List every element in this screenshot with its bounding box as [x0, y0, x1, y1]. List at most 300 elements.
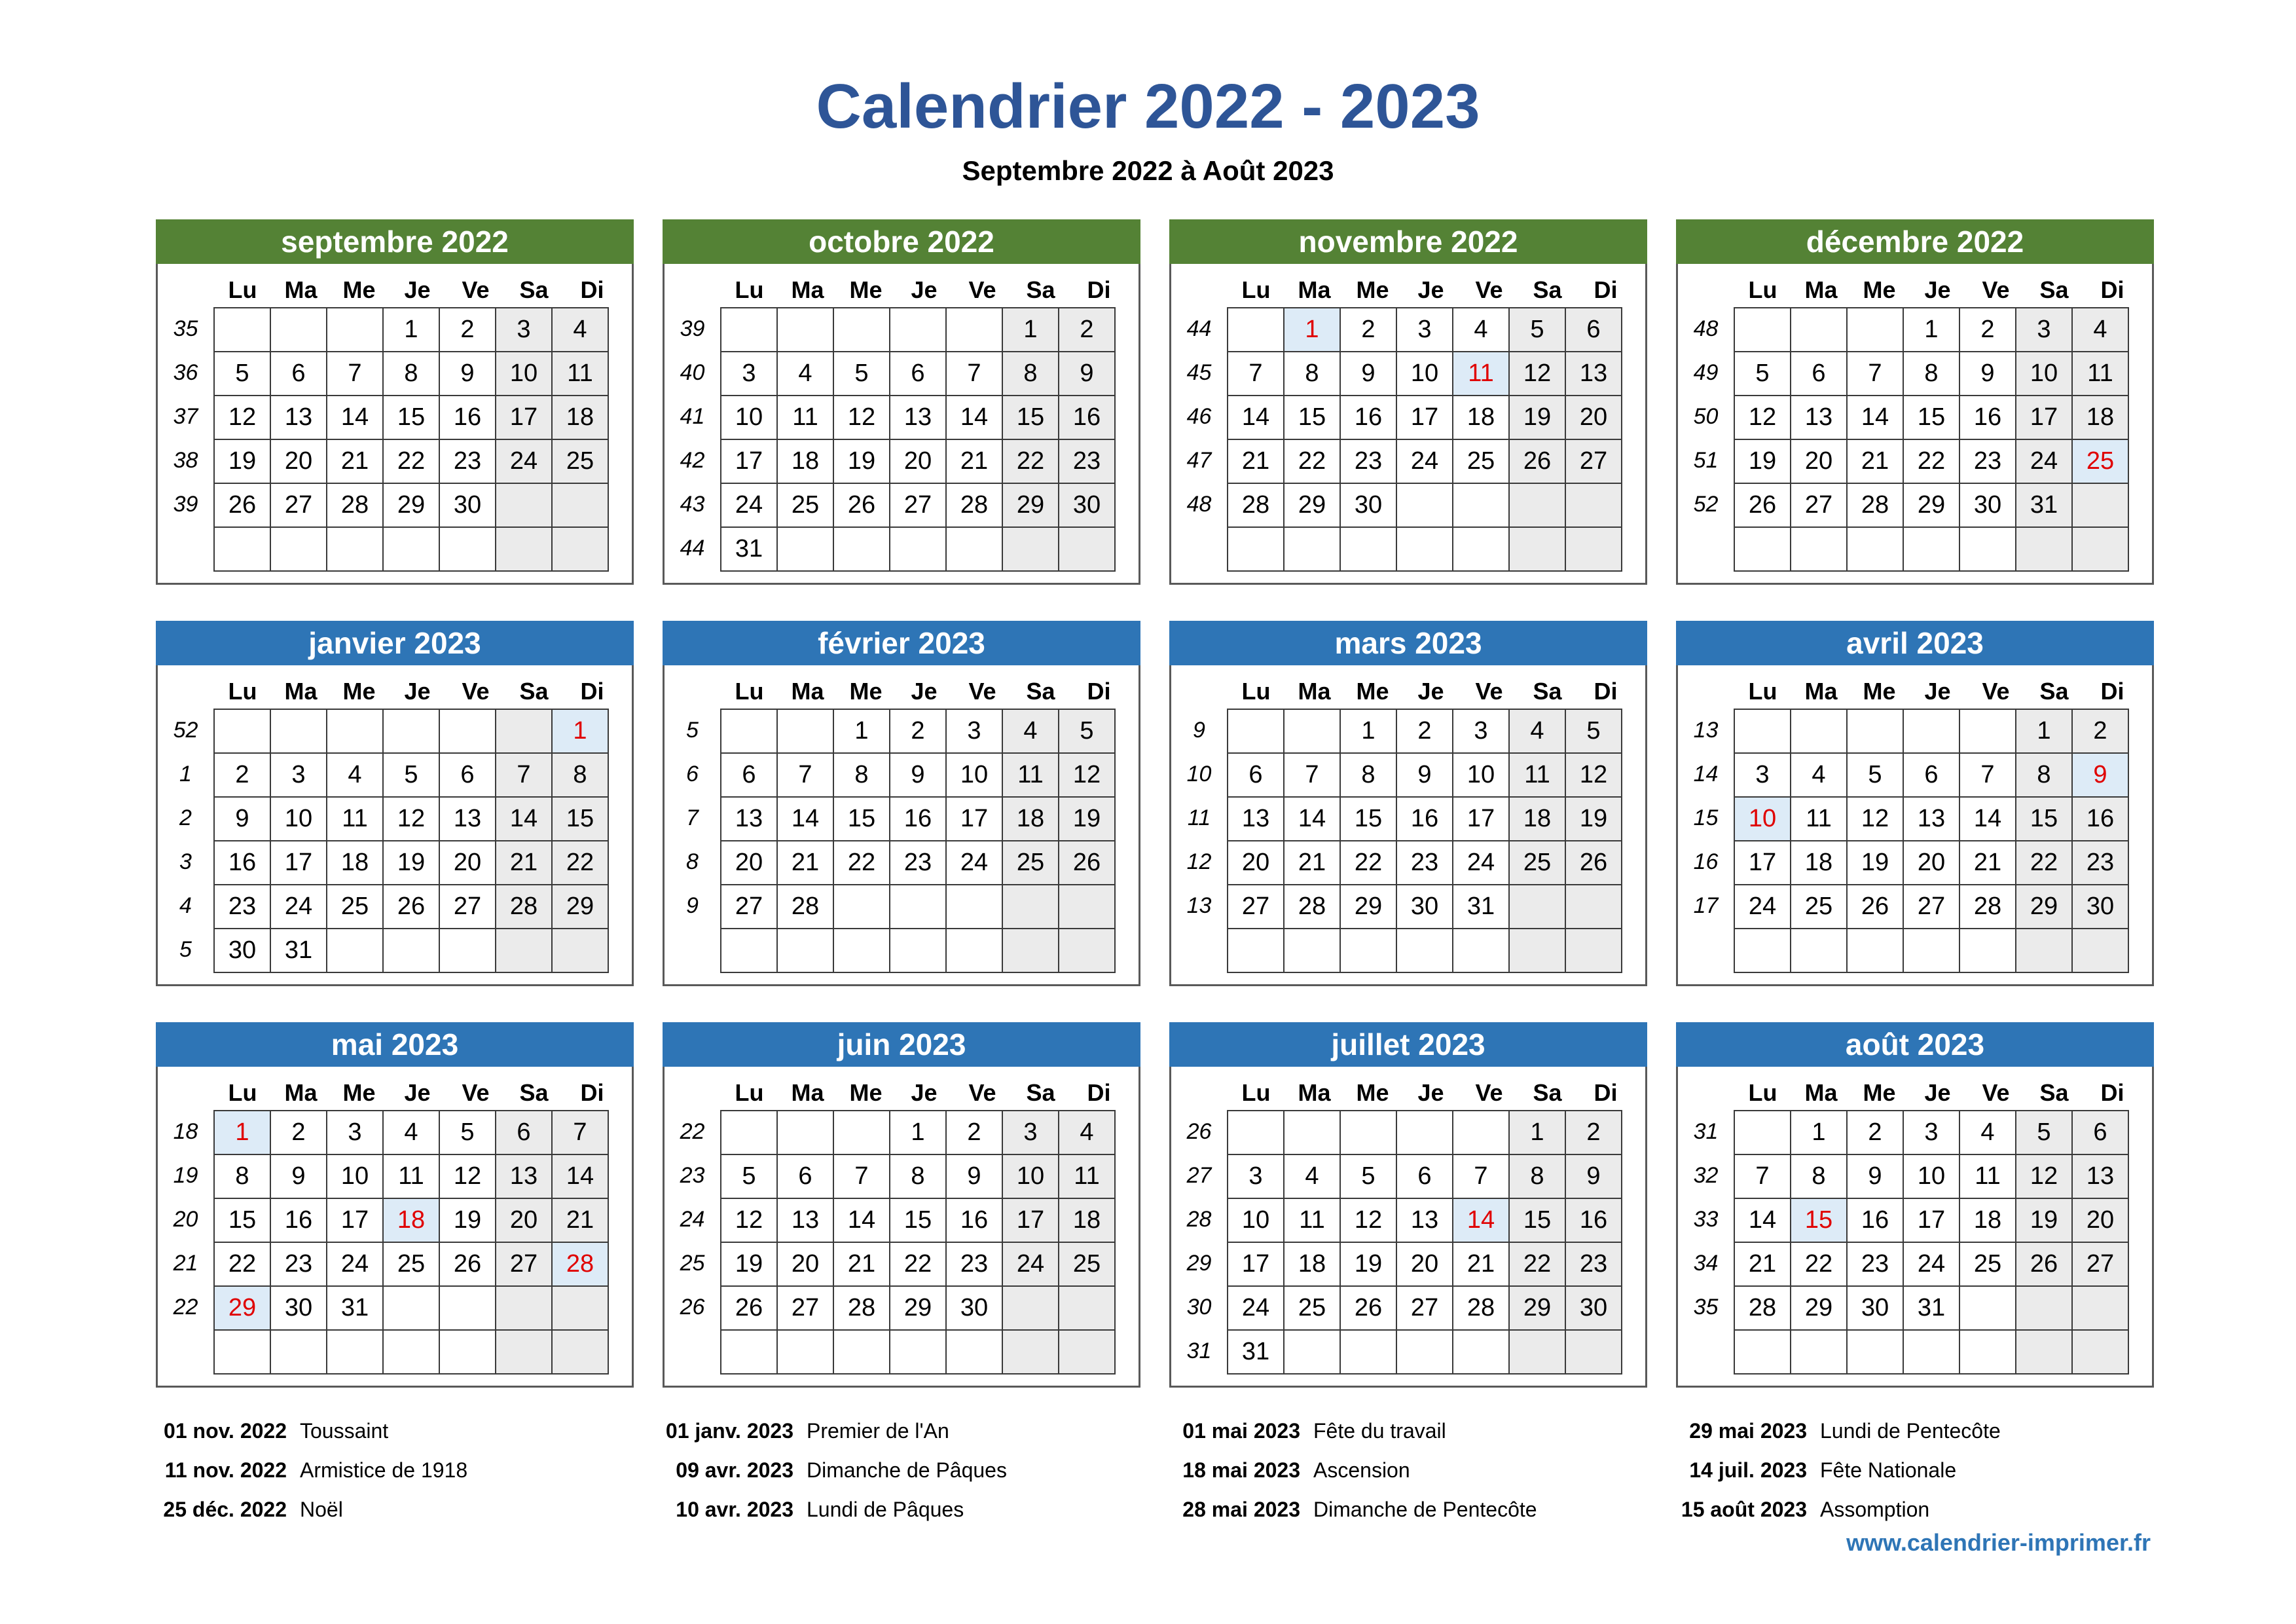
week-row	[1734, 753, 2128, 797]
day-cell: 21	[833, 1242, 890, 1286]
day-cell: 10	[946, 753, 1002, 797]
day-cell: 20	[1903, 841, 1959, 885]
week-row	[214, 1330, 608, 1374]
day-cell	[1734, 929, 1791, 972]
month-block	[1169, 621, 1647, 986]
day-cell	[1453, 483, 1509, 527]
day-cell: 26	[439, 1242, 496, 1286]
day-cell	[1509, 885, 1565, 929]
day-cell: 18	[1791, 841, 1847, 885]
day-cell: 10	[1228, 1198, 1284, 1242]
day-cell	[1396, 527, 1453, 571]
day-cell: 22	[1509, 1242, 1565, 1286]
day-cell	[1847, 709, 1903, 753]
day-cell	[890, 929, 946, 972]
day-cell: 20	[721, 841, 777, 885]
day-cell: 6	[890, 352, 946, 396]
day-cell: 28	[327, 483, 383, 527]
day-cell: 17	[946, 797, 1002, 841]
day-grid	[213, 307, 609, 572]
day-cell: 5	[214, 352, 270, 396]
day-cell: 26	[1565, 841, 1622, 885]
day-cell: 9	[890, 753, 946, 797]
day-cell: 27	[890, 483, 946, 527]
day-cell	[439, 1330, 496, 1374]
holiday-date: 15 août 2023	[1681, 1498, 1807, 1521]
day-cell: 20	[1228, 841, 1284, 885]
day-cell: 22	[2016, 841, 2072, 885]
day-cell	[327, 929, 383, 972]
week-number: 2	[179, 805, 192, 830]
day-cell: 4	[1284, 1154, 1340, 1198]
day-cell: 12	[721, 1198, 777, 1242]
day-cell	[1565, 929, 1622, 972]
day-cell	[1509, 1330, 1565, 1374]
week-row	[1228, 709, 1622, 753]
day-cell: 8	[1509, 1154, 1565, 1198]
week-row	[1734, 841, 2128, 885]
day-cell: 27	[1396, 1286, 1453, 1330]
day-cell	[439, 1286, 496, 1330]
week-number: 50	[1693, 404, 1719, 429]
day-cell: 31	[270, 929, 327, 972]
day-cell: 7	[552, 1111, 608, 1154]
week-number: 48	[1186, 492, 1212, 517]
day-grid	[720, 709, 1116, 973]
day-cell: 9	[1059, 352, 1115, 396]
day-cell: 24	[2016, 439, 2072, 483]
week-row	[214, 352, 608, 396]
day-cell: 10	[1002, 1154, 1059, 1198]
day-cell: 4	[1002, 709, 1059, 753]
day-cell: 27	[439, 885, 496, 929]
day-grid	[720, 1110, 1116, 1375]
day-cell: 7	[1284, 753, 1340, 797]
week-row	[1734, 797, 2128, 841]
day-cell: 29	[890, 1286, 946, 1330]
day-cell	[1734, 1330, 1791, 1374]
week-row	[1734, 929, 2128, 972]
day-cell: 3	[1734, 753, 1791, 797]
week-number: 8	[686, 849, 699, 874]
day-cell	[1284, 709, 1340, 753]
day-grid	[720, 307, 1116, 572]
day-cell: 22	[552, 841, 608, 885]
weekday-label: Sa	[2039, 276, 2069, 303]
day-cell: 26	[1340, 1286, 1396, 1330]
holiday-date: 11 nov. 2022	[164, 1458, 287, 1482]
day-cell: 13	[496, 1154, 552, 1198]
weekday-label: Di	[2100, 678, 2124, 705]
week-number: 35	[1693, 1295, 1719, 1320]
week-row	[214, 885, 608, 929]
day-cell	[1453, 527, 1509, 571]
weekday-label: Ve	[1475, 276, 1503, 303]
week-row	[1228, 1198, 1622, 1242]
day-cell: 1	[2016, 709, 2072, 753]
week-row	[214, 1154, 608, 1198]
weekday-label: Lu	[1241, 276, 1271, 303]
month-title: avril 2023	[1676, 621, 2154, 665]
day-cell: 28	[1453, 1286, 1509, 1330]
page-title: Calendrier 2022 - 2023	[816, 71, 1480, 141]
day-cell: 26	[1734, 483, 1791, 527]
day-cell	[383, 527, 439, 571]
day-cell: 28	[833, 1286, 890, 1330]
day-cell	[1002, 527, 1059, 571]
day-cell	[1959, 1330, 2016, 1374]
day-cell: 5	[439, 1111, 496, 1154]
weekday-header	[665, 675, 1142, 708]
day-cell	[327, 1330, 383, 1374]
day-cell: 26	[721, 1286, 777, 1330]
day-cell: 31	[327, 1286, 383, 1330]
day-cell	[1734, 527, 1791, 571]
week-number: 22	[680, 1119, 705, 1144]
day-cell: 14	[327, 396, 383, 439]
day-cell: 21	[496, 841, 552, 885]
day-cell: 24	[721, 483, 777, 527]
day-cell: 8	[214, 1154, 270, 1198]
week-number: 16	[1693, 849, 1719, 874]
weekday-label: Me	[1863, 1079, 1896, 1106]
website-link[interactable]: www.calendrier-imprimer.fr	[1846, 1529, 2151, 1556]
day-cell: 6	[270, 352, 327, 396]
weekday-label: Me	[849, 276, 883, 303]
day-cell: 23	[1565, 1242, 1622, 1286]
day-cell	[1959, 929, 2016, 972]
week-number: 20	[173, 1207, 198, 1232]
weekday-label: Lu	[735, 276, 764, 303]
day-cell	[777, 929, 833, 972]
day-cell: 17	[1453, 797, 1509, 841]
day-cell: 26	[2016, 1242, 2072, 1286]
day-cell: 29	[1284, 483, 1340, 527]
day-cell: 26	[1847, 885, 1903, 929]
day-cell: 24	[1453, 841, 1509, 885]
holiday-name: Ascension	[1313, 1458, 1410, 1482]
day-cell: 2	[1847, 1111, 1903, 1154]
day-cell: 5	[1509, 308, 1565, 352]
day-cell: 1	[1002, 308, 1059, 352]
day-cell	[1903, 527, 1959, 571]
weekday-header	[158, 274, 636, 306]
day-cell	[439, 929, 496, 972]
day-cell	[1509, 929, 1565, 972]
day-cell: 7	[1847, 352, 1903, 396]
day-cell	[833, 527, 890, 571]
holiday-name: Fête du travail	[1313, 1419, 1446, 1443]
week-row	[214, 709, 608, 753]
day-cell: 2	[2072, 709, 2128, 753]
week-row	[721, 483, 1115, 527]
week-row	[1734, 483, 2128, 527]
weekday-label: Sa	[519, 276, 549, 303]
day-cell: 6	[1903, 753, 1959, 797]
week-row	[1228, 396, 1622, 439]
week-number: 6	[686, 762, 699, 786]
week-number: 41	[680, 404, 705, 429]
week-number: 4	[179, 893, 192, 918]
week-number: 25	[680, 1251, 705, 1276]
day-cell: 9	[439, 352, 496, 396]
day-cell: 22	[1284, 439, 1340, 483]
day-cell: 29	[1509, 1286, 1565, 1330]
day-cell: 28	[1734, 1286, 1791, 1330]
day-cell	[496, 929, 552, 972]
day-cell: 20	[1396, 1242, 1453, 1286]
day-cell: 5	[1734, 352, 1791, 396]
day-cell: 8	[1791, 1154, 1847, 1198]
day-cell: 8	[1903, 352, 1959, 396]
day-cell: 24	[496, 439, 552, 483]
month-block	[663, 621, 1140, 986]
week-row	[214, 797, 608, 841]
day-cell: 13	[1903, 797, 1959, 841]
weekday-label: Lu	[1241, 678, 1271, 705]
day-cell	[1565, 1330, 1622, 1374]
week-number: 28	[1186, 1207, 1212, 1232]
day-cell: 23	[1847, 1242, 1903, 1286]
day-cell	[890, 885, 946, 929]
day-cell	[721, 929, 777, 972]
week-number: 10	[1186, 762, 1212, 786]
day-cell	[1959, 709, 2016, 753]
day-cell	[1453, 1111, 1509, 1154]
week-row	[721, 797, 1115, 841]
week-row	[214, 1198, 608, 1242]
weekday-label: Di	[2100, 1079, 2124, 1106]
day-cell	[1847, 929, 1903, 972]
day-cell: 30	[946, 1286, 1002, 1330]
week-row	[1734, 885, 2128, 929]
day-cell	[1002, 885, 1059, 929]
day-cell: 10	[1453, 753, 1509, 797]
day-cell: 6	[777, 1154, 833, 1198]
day-cell: 2	[1959, 308, 2016, 352]
day-cell	[496, 527, 552, 571]
day-cell: 14	[777, 797, 833, 841]
week-row	[1228, 797, 1622, 841]
day-cell	[1340, 527, 1396, 571]
day-grid	[1227, 307, 1622, 572]
week-row	[1228, 1242, 1622, 1286]
week-number: 14	[1693, 762, 1719, 786]
weekday-label: Sa	[519, 1079, 549, 1106]
weekday-header	[158, 1077, 636, 1109]
day-cell: 28	[1847, 483, 1903, 527]
day-cell: 20	[439, 841, 496, 885]
week-row	[721, 753, 1115, 797]
weekday-header	[1678, 675, 2156, 708]
day-cell	[721, 1111, 777, 1154]
day-cell: 28	[1284, 885, 1340, 929]
day-cell: 23	[1959, 439, 2016, 483]
day-cell	[1228, 527, 1284, 571]
day-grid	[213, 709, 609, 973]
day-cell	[833, 308, 890, 352]
week-row	[1734, 1242, 2128, 1286]
week-row	[1734, 308, 2128, 352]
day-cell: 21	[777, 841, 833, 885]
week-number: 31	[1186, 1338, 1212, 1363]
day-cell	[1228, 709, 1284, 753]
week-number: 52	[173, 718, 198, 743]
day-cell: 18	[327, 841, 383, 885]
day-cell: 26	[1509, 439, 1565, 483]
weekday-header	[158, 675, 636, 708]
day-cell	[1396, 929, 1453, 972]
day-cell: 12	[383, 797, 439, 841]
month-title: octobre 2022	[663, 219, 1140, 264]
weekday-label: Ma	[1298, 678, 1331, 705]
month-block	[1169, 1022, 1647, 1388]
day-cell: 15	[1002, 396, 1059, 439]
day-cell: 29	[552, 885, 608, 929]
day-cell: 3	[1453, 709, 1509, 753]
weekday-label: Je	[1924, 1079, 1951, 1106]
day-cell	[1340, 1111, 1396, 1154]
day-cell: 13	[1565, 352, 1622, 396]
day-cell	[1340, 929, 1396, 972]
day-cell: 14	[833, 1198, 890, 1242]
day-cell: 11	[2072, 352, 2128, 396]
day-cell: 27	[1228, 885, 1284, 929]
day-cell: 24	[1002, 1242, 1059, 1286]
holiday-date: 18 mai 2023	[1182, 1458, 1300, 1482]
day-cell	[1791, 1330, 1847, 1374]
day-cell: 30	[1340, 483, 1396, 527]
day-cell: 3	[327, 1111, 383, 1154]
week-row	[721, 1154, 1115, 1198]
day-cell: 17	[1734, 841, 1791, 885]
day-cell: 19	[383, 841, 439, 885]
day-cell: 29	[1002, 483, 1059, 527]
day-cell	[833, 929, 890, 972]
day-cell: 3	[1396, 308, 1453, 352]
day-cell: 23	[439, 439, 496, 483]
weekday-label: Je	[1417, 276, 1444, 303]
day-cell: 13	[439, 797, 496, 841]
weekday-label: Sa	[1026, 1079, 1055, 1106]
day-cell	[1284, 929, 1340, 972]
day-cell	[1002, 929, 1059, 972]
day-cell: 11	[1453, 352, 1509, 396]
week-row	[721, 352, 1115, 396]
week-row	[721, 1242, 1115, 1286]
week-row	[1228, 929, 1622, 972]
week-number: 12	[1186, 849, 1212, 874]
day-cell: 9	[1340, 352, 1396, 396]
weekday-label: Ve	[1982, 1079, 2010, 1106]
week-number: 27	[1186, 1163, 1212, 1188]
week-number: 11	[1187, 805, 1211, 830]
day-cell: 8	[890, 1154, 946, 1198]
weekday-label: Ve	[462, 1079, 490, 1106]
day-cell: 9	[2072, 753, 2128, 797]
day-cell	[383, 709, 439, 753]
day-cell: 2	[1059, 308, 1115, 352]
week-number: 9	[1193, 718, 1205, 743]
weekday-label: Me	[1863, 678, 1896, 705]
day-cell: 22	[833, 841, 890, 885]
month-title: janvier 2023	[156, 621, 634, 665]
week-number: 37	[173, 404, 198, 429]
weekday-label: Ma	[284, 1079, 318, 1106]
day-cell: 10	[1396, 352, 1453, 396]
day-cell: 11	[383, 1154, 439, 1198]
day-cell	[1847, 1330, 1903, 1374]
day-cell: 2	[1565, 1111, 1622, 1154]
weekday-label: Di	[1087, 678, 1111, 705]
day-cell	[1565, 527, 1622, 571]
week-row	[1228, 841, 1622, 885]
day-cell: 24	[1734, 885, 1791, 929]
day-cell: 13	[1791, 396, 1847, 439]
weekday-label: Ve	[1475, 1079, 1503, 1106]
day-cell: 1	[214, 1111, 270, 1154]
day-cell: 25	[552, 439, 608, 483]
day-cell: 7	[833, 1154, 890, 1198]
day-cell: 20	[2072, 1198, 2128, 1242]
week-row	[1228, 483, 1622, 527]
day-cell: 8	[1002, 352, 1059, 396]
day-cell: 7	[1734, 1154, 1791, 1198]
day-cell	[1734, 709, 1791, 753]
day-cell: 29	[383, 483, 439, 527]
weekday-label: Je	[1924, 678, 1951, 705]
week-number: 43	[680, 492, 705, 517]
day-cell: 17	[496, 396, 552, 439]
holiday-name: Lundi de Pentecôte	[1820, 1419, 2001, 1443]
week-row	[214, 396, 608, 439]
day-cell	[214, 308, 270, 352]
week-number: 17	[1693, 893, 1719, 918]
day-grid	[1227, 709, 1622, 973]
month-title: août 2023	[1676, 1022, 2154, 1067]
day-cell: 9	[946, 1154, 1002, 1198]
day-cell: 15	[214, 1198, 270, 1242]
holiday-row	[1663, 1411, 2121, 1450]
day-cell: 5	[383, 753, 439, 797]
week-row	[214, 439, 608, 483]
day-cell: 27	[270, 483, 327, 527]
day-cell: 17	[327, 1198, 383, 1242]
day-cell	[1903, 1330, 1959, 1374]
day-cell	[946, 527, 1002, 571]
week-row	[1734, 1286, 2128, 1330]
holiday-row	[649, 1490, 1108, 1529]
holiday-name: Toussaint	[300, 1419, 389, 1443]
week-number: 30	[1186, 1295, 1212, 1320]
day-cell	[890, 527, 946, 571]
weekday-label: Je	[404, 678, 431, 705]
day-cell	[1396, 483, 1453, 527]
week-number: 46	[1186, 404, 1212, 429]
day-cell: 31	[1453, 885, 1509, 929]
weekday-label: Sa	[519, 678, 549, 705]
weekday-label: Sa	[1026, 678, 1055, 705]
day-cell: 30	[1059, 483, 1115, 527]
week-number: 36	[173, 360, 198, 385]
day-cell: 16	[946, 1198, 1002, 1242]
weekday-label: Me	[849, 1079, 883, 1106]
day-cell: 13	[1396, 1198, 1453, 1242]
weekday-label: Di	[1594, 1079, 1618, 1106]
day-cell: 16	[2072, 797, 2128, 841]
weekday-label: Je	[1924, 276, 1951, 303]
day-cell: 2	[270, 1111, 327, 1154]
